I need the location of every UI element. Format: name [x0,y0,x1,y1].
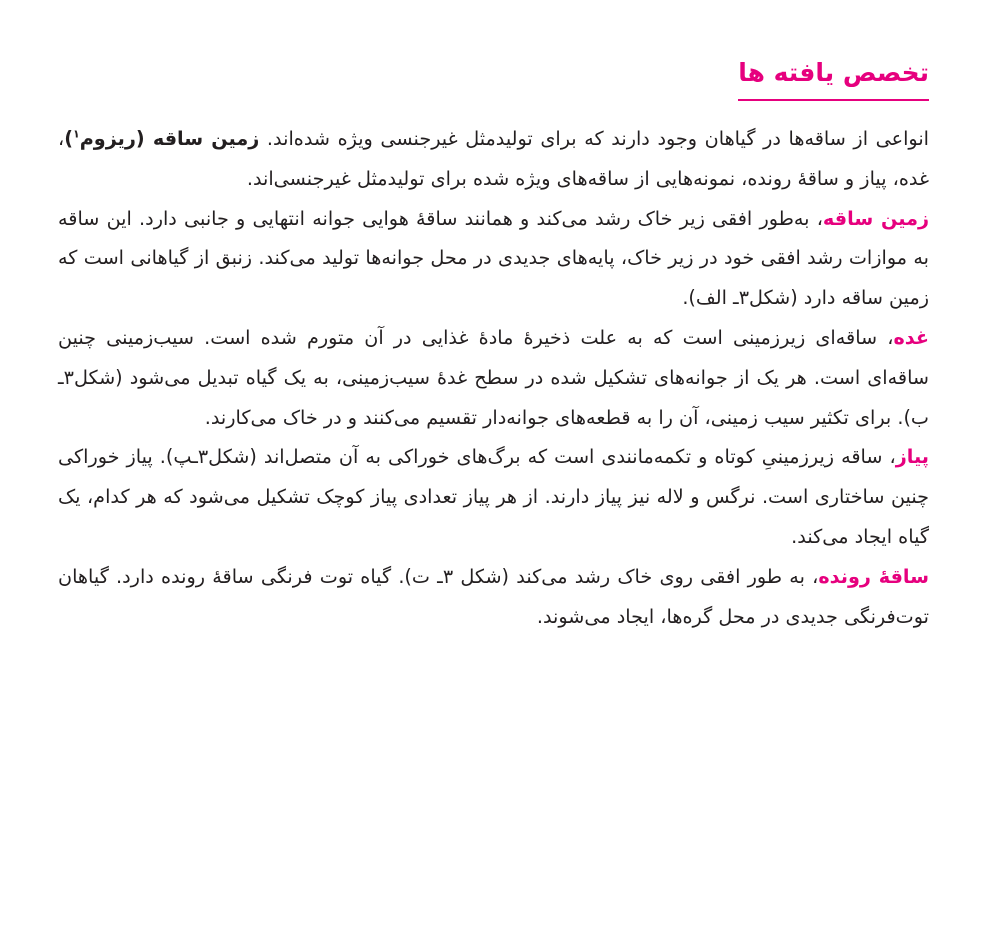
stolon-text: ، به طور افقی روی خاک رشد می‌کند (شکل ۳ـ ت). گیاه توت فرنگی ساقهٔ رونده دارد. گیاهان توت‌فرنگی جدیدی در محل گره‌ها، ایجاد می‌شوند. [58,564,929,628]
bulb-term: پیاز [895,445,929,469]
intro-paragraph [58,119,929,199]
rhizome-text: ، به‌طور افقی زیر خاک رشد می‌کند و همانند ساقهٔ هوایی جوانه انتهایی و جانبی دارد. این ساقه به موازات رشد افقی خود در زیر خاک، پایه‌های جدیدی در محل جوانه‌ها تولید می‌کند. زنبق از گیاهانی است که زمین ساقه دارد (شکل۳ـ الف). [58,206,929,310]
stolon-term: ساقهٔ رونده [818,564,930,588]
tuber-paragraph [58,318,929,437]
intro-term-close: ) [64,127,73,150]
section-heading: تخصص یافته ها [738,58,929,101]
tuber-text: ، ساقه‌ای زیرزمینی است که به علت ذخیرهٔ مادهٔ غذایی در آن متورم شده است. سیب‌زمینی چنین ساقه‌ای است. هر یک از جوانه‌های تشکیل شده در سطح غدهٔ سیب‌زمینی، به یک گیاه تبدیل می‌شود (شکل۳ـ ب). برای تکثیر سیب زمینی، آن را به قطعه‌های جوانه‌دار تقسیم می‌کنند و در خاک می‌کارند. [58,325,929,429]
bulb-paragraph [58,437,929,556]
tuber-term: غده [893,325,929,349]
intro-term [64,127,259,150]
rhizome-term: زمین ساقه [822,206,929,230]
intro-term-label: زمین ساقه (ریزوم [79,127,260,150]
bulb-text: ، ساقه زیرزمینیِ کوتاه و تکمه‌مانندی است که برگ‌های خوراکی به آن متصل‌اند (شکل۳ـپ). پیاز خوراکی چنین ساختاری است. نرگس و لاله نیز پیاز دارند. از هر پیاز تعدادی پیاز کوچک تشکیل می‌شود که هر کدام، یک گیاه ایجاد می‌کند. [58,445,929,548]
intro-text-a: انواعی از ساقه‌ها در گیاهان وجود دارند که برای تولیدمثل غیرجنسی ویژه شده‌اند. [259,127,929,150]
stolon-paragraph [58,557,929,637]
intro-text-b: ، غده، پیاز و ساقهٔ رونده، نمونه‌هایی از ساقه‌های ویژه شده برای تولیدمثل غیرجنسی‌اند. [58,127,929,190]
rhizome-paragraph [58,199,929,318]
footnote-marker: ۱ [72,127,80,141]
